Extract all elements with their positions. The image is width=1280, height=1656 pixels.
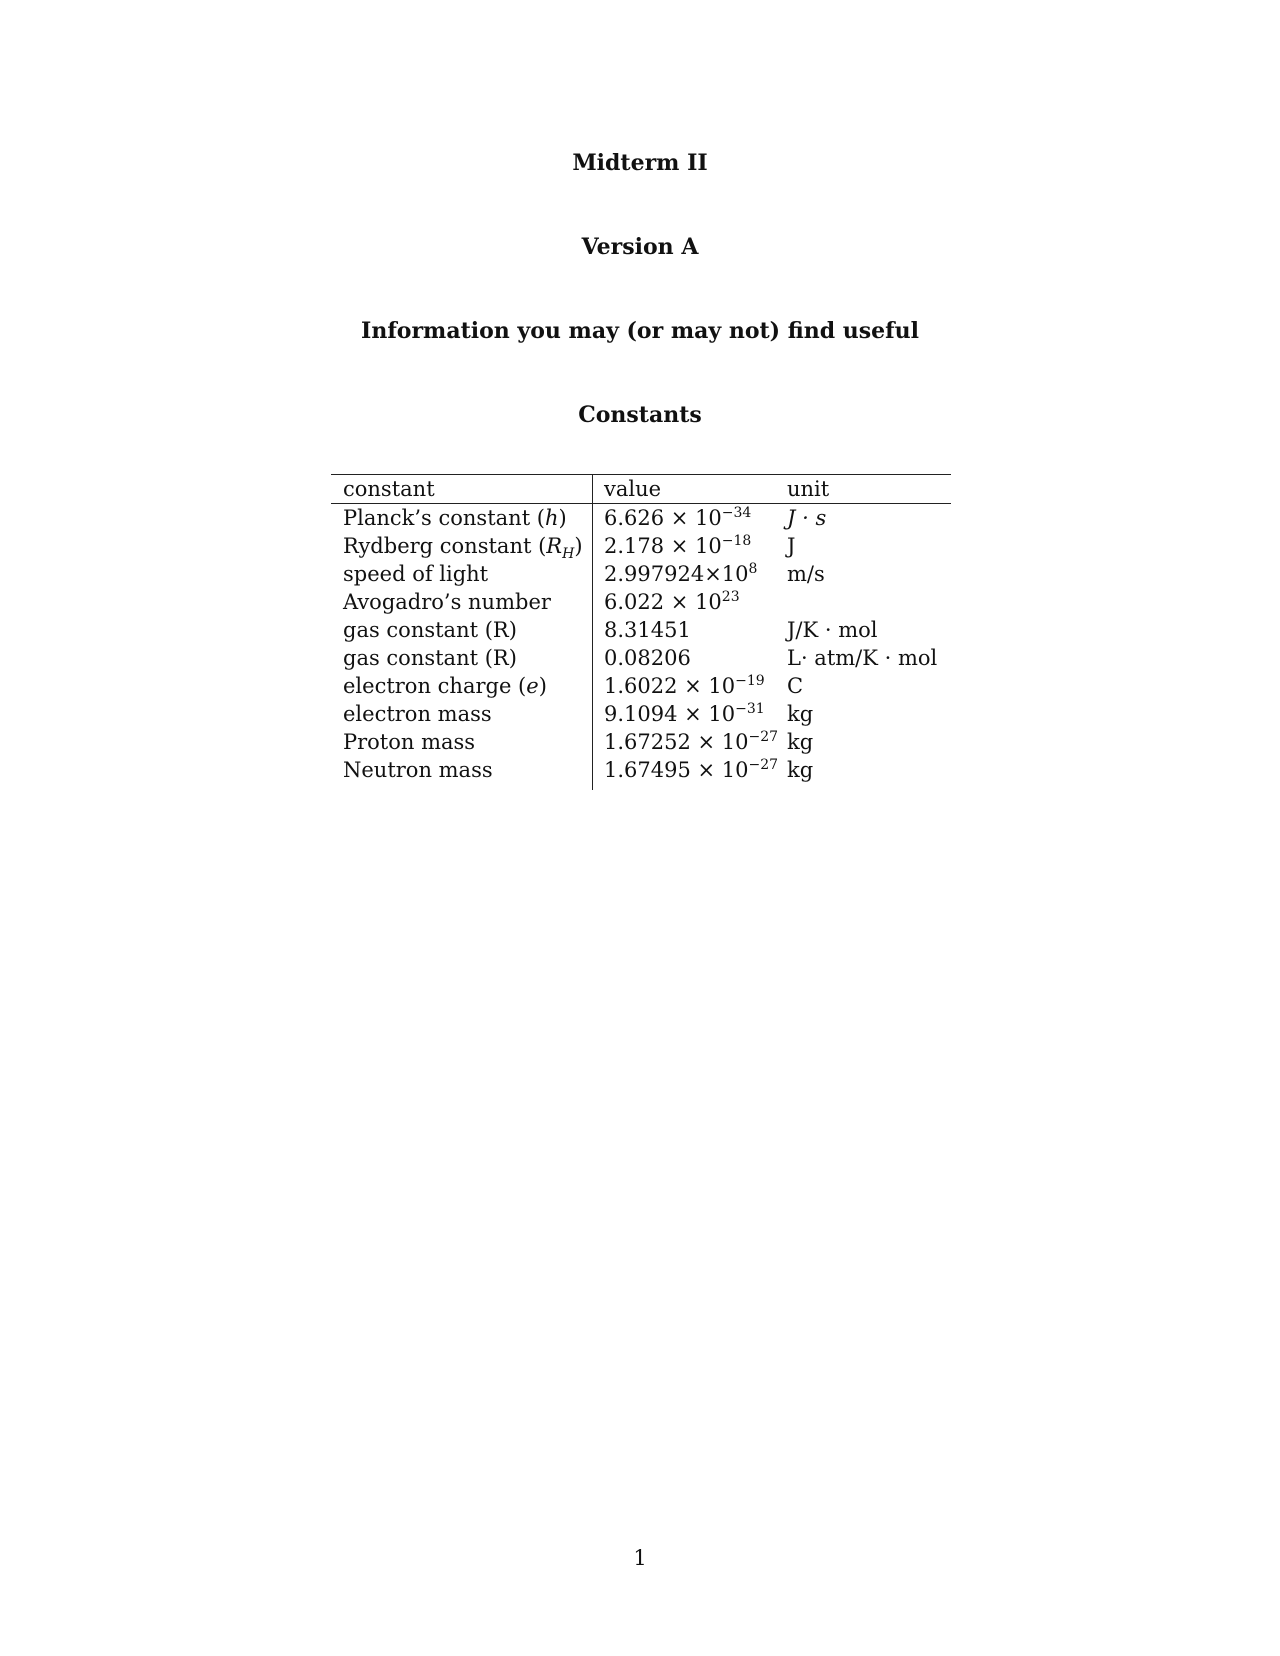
version-heading: Version A bbox=[581, 234, 699, 260]
cell-constant bbox=[343, 504, 567, 532]
table-header-row bbox=[331, 475, 951, 503]
table-row bbox=[331, 644, 951, 672]
page-number: 1 bbox=[633, 1546, 647, 1570]
value-mantissa: 1.6022 × 10 bbox=[604, 674, 736, 698]
constant-name: gas constant (R) bbox=[343, 618, 517, 642]
value-mantissa: 2.178 × 10 bbox=[604, 534, 722, 558]
value-exponent: −31 bbox=[735, 701, 765, 717]
table-row bbox=[331, 700, 951, 728]
value-exponent: −19 bbox=[735, 673, 765, 689]
cell-value bbox=[604, 672, 765, 703]
table-row bbox=[331, 560, 951, 588]
constant-name: Avogadro’s number bbox=[343, 590, 551, 614]
constant-name: electron charge ( bbox=[343, 674, 527, 698]
constant-name: electron mass bbox=[343, 702, 492, 726]
value-mantissa: 2.997924×10 bbox=[604, 562, 749, 586]
cell-value bbox=[604, 728, 778, 759]
cell-value bbox=[604, 756, 778, 787]
constant-symbol: e bbox=[526, 674, 539, 698]
page-title: Midterm II bbox=[572, 150, 708, 176]
value-exponent: −27 bbox=[748, 757, 779, 773]
table-row bbox=[331, 588, 951, 616]
cell-constant bbox=[343, 728, 475, 756]
cell-value bbox=[604, 560, 757, 591]
cell-value bbox=[604, 644, 691, 672]
cell-unit: kg bbox=[787, 730, 814, 754]
cell-value bbox=[604, 504, 751, 535]
cell-value bbox=[604, 588, 740, 619]
table-row bbox=[331, 532, 951, 560]
constant-name: gas constant (R) bbox=[343, 646, 517, 670]
cell-constant bbox=[343, 616, 517, 644]
value-mantissa: 9.1094 × 10 bbox=[604, 702, 736, 726]
constant-name: Proton mass bbox=[343, 730, 476, 754]
constant-name-end: ) bbox=[558, 506, 567, 530]
header-constant: constant bbox=[343, 477, 435, 501]
header-unit: unit bbox=[787, 477, 830, 501]
table-row bbox=[331, 616, 951, 644]
value-mantissa: 8.31451 bbox=[604, 618, 691, 642]
cell-unit: J bbox=[787, 534, 796, 558]
cell-unit: L· atm/K · mol bbox=[787, 646, 938, 670]
constant-name: speed of light bbox=[343, 562, 489, 586]
cell-value bbox=[604, 700, 765, 731]
constant-symbol: h bbox=[545, 506, 559, 530]
value-exponent: 23 bbox=[721, 589, 740, 605]
value-mantissa: 1.67252 × 10 bbox=[604, 730, 749, 754]
info-heading: Information you may (or may not) find useful bbox=[361, 318, 919, 344]
cell-constant bbox=[343, 588, 551, 616]
cell-constant bbox=[343, 532, 583, 563]
cell-constant bbox=[343, 756, 493, 784]
cell-value bbox=[604, 532, 751, 563]
constant-name-end: ) bbox=[574, 534, 583, 558]
cell-unit: J · s bbox=[787, 506, 827, 530]
value-mantissa: 1.67495 × 10 bbox=[604, 758, 749, 782]
cell-unit: kg bbox=[787, 758, 814, 782]
constant-name-end: ) bbox=[538, 674, 547, 698]
constants-heading: Constants bbox=[578, 402, 702, 428]
value-exponent: 8 bbox=[748, 561, 758, 577]
constant-name: Neutron mass bbox=[343, 758, 493, 782]
table-row bbox=[331, 504, 951, 532]
cell-unit: m/s bbox=[787, 562, 825, 586]
constant-symbol-subscript: H bbox=[562, 546, 575, 562]
header-value: value bbox=[604, 477, 662, 501]
constants-table bbox=[331, 474, 951, 790]
value-mantissa: 6.626 × 10 bbox=[604, 506, 722, 530]
cell-unit: J/K · mol bbox=[787, 618, 878, 642]
constant-name: Rydberg constant ( bbox=[343, 534, 547, 558]
table-row bbox=[331, 728, 951, 756]
cell-unit: kg bbox=[787, 702, 814, 726]
table-row bbox=[331, 672, 951, 700]
value-exponent: −34 bbox=[721, 505, 752, 521]
cell-constant bbox=[343, 672, 547, 700]
table-row bbox=[331, 756, 951, 784]
value-exponent: −27 bbox=[748, 729, 779, 745]
cell-value bbox=[604, 616, 691, 644]
cell-unit: C bbox=[787, 674, 804, 698]
cell-constant bbox=[343, 560, 488, 588]
cell-constant bbox=[343, 644, 517, 672]
constant-name: Planck’s constant ( bbox=[343, 506, 546, 530]
constant-symbol: R bbox=[546, 534, 563, 558]
cell-constant bbox=[343, 700, 492, 728]
value-mantissa: 0.08206 bbox=[604, 646, 691, 670]
value-exponent: −18 bbox=[721, 533, 752, 549]
value-mantissa: 6.022 × 10 bbox=[604, 590, 722, 614]
